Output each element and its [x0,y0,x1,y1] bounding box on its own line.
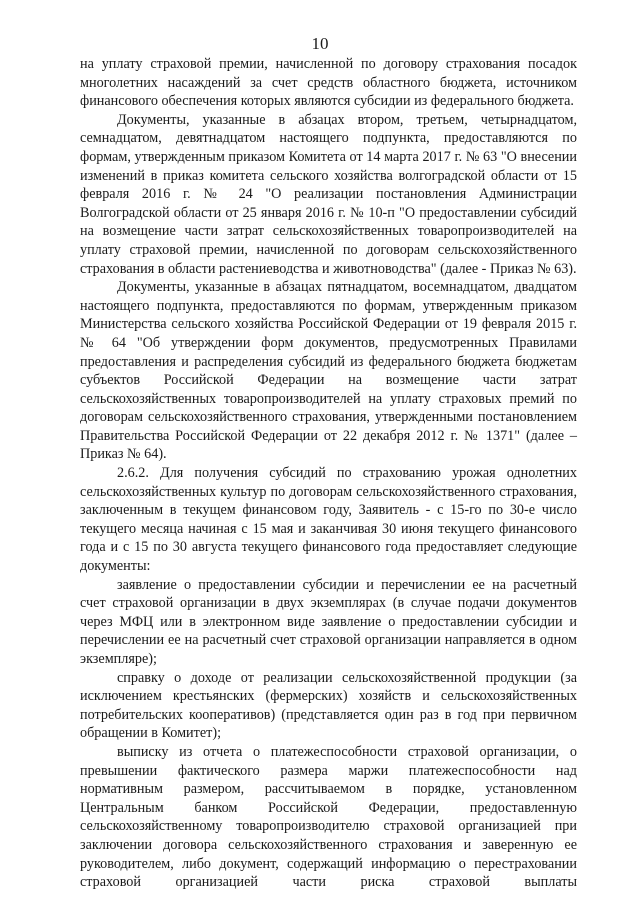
paragraph-order-63-forms: Документы, указанные в абзацах втором, третьем, четырнадцатом, семнадцатом, девятнадцатом настоящего подпункта, предоставляются по формам, утвержденным приказом Комитета от 14 марта 2017 г. № 63 "О внесении изменений в приказ комитета сельского хозяйства волгоградской области от 15 февраля 2016 г. № 24 "О реализации постановления Администрации Волгоградской области от 25 января 2016 г. № 10-п "О предоставлении субсидий на возмещение части затрат сельскохозяйственных товаропроизводителей на уплату страховой премии, начисленной по договорам сельскохозяйственного страхования в области растениеводства и животноводства" (далее - Приказ № 63). [80,111,577,277]
paragraph-order-64-forms: Документы, указанные в абзацах пятнадцатом, восемнадцатом, двадцатом настоящего подпункта, предоставляются по формам, утвержденным приказом Министерства сельского хозяйства Российской Федерации от 19 февраля 2015 г. № 64 "Об утверждении форм документов, предусмотренных Правилами предоставления и распределения субсидий из федерального бюджета бюджетам субъектов Российской Федерации на возмещение части затрат сельскохозяйственных товаропроизводителей на уплату страховых премий по договорам сельскохозяйственного страхования, утвержденными постановлением Правительства Российской Федерации от 22 декабря 2012 г. № 1371" (далее – Приказ № 64). [80,279,577,463]
paragraph-continuation: на уплату страховой премии, начисленной по договору страхования посадок многолетних насаждений за счет средств областного бюджета, источником финансового обеспечения которых являются субсидии из федерального бюджета. [80,56,577,110]
paragraph-2-6-2: 2.6.2. Для получения субсидий по страхованию урожая однолетних сельскохозяйственных культур по договорам сельскохозяйственного страхования, заключенным в текущем финансовом году, Заявитель - с 15-го по 30-е число текущего месяца начиная с 15 мая и заканчивая 30 июня текущего финансового года и с 15 по 30 августа текущего финансового года предоставляет следующие документы: [80,465,577,575]
paragraph-application: заявление о предоставлении субсидии и перечислении ее на расчетный счет страховой организации в двух экземплярах (в случае подачи документов через МФЦ или в электронном виде заявление о предоставлении субсидии и перечислении ее на расчетный счет страховой организации направляется в одном экземпляре); [80,576,577,667]
document-body [80,55,577,892]
page-number: 10 [311,34,329,53]
paragraph-solvency-extract: выписку из отчета о платежеспособности страховой организации, о превышении фактического размера маржи платежеспособности над нормативным размером, рассчитываемом в порядке, установленном Центральным банком Российской Федерации, предоставленную сельскохозяйственному товаропроизводителю страховой организацией при заключении договора сельскохозяйственного страхования и заверенную ее руководителем, либо документ, содержащий информацию о перестраховании страховой организацией части риска страховой выплаты [80,743,577,891]
paragraph-income-certificate: справку о доходе от реализации сельскохозяйственной продукции (за исключением крестьянских (фермерских) хозяйств и сельскохозяйственных потребительских кооперативов) (представляется один раз в год при первичном обращении в Комитет); [80,669,577,742]
